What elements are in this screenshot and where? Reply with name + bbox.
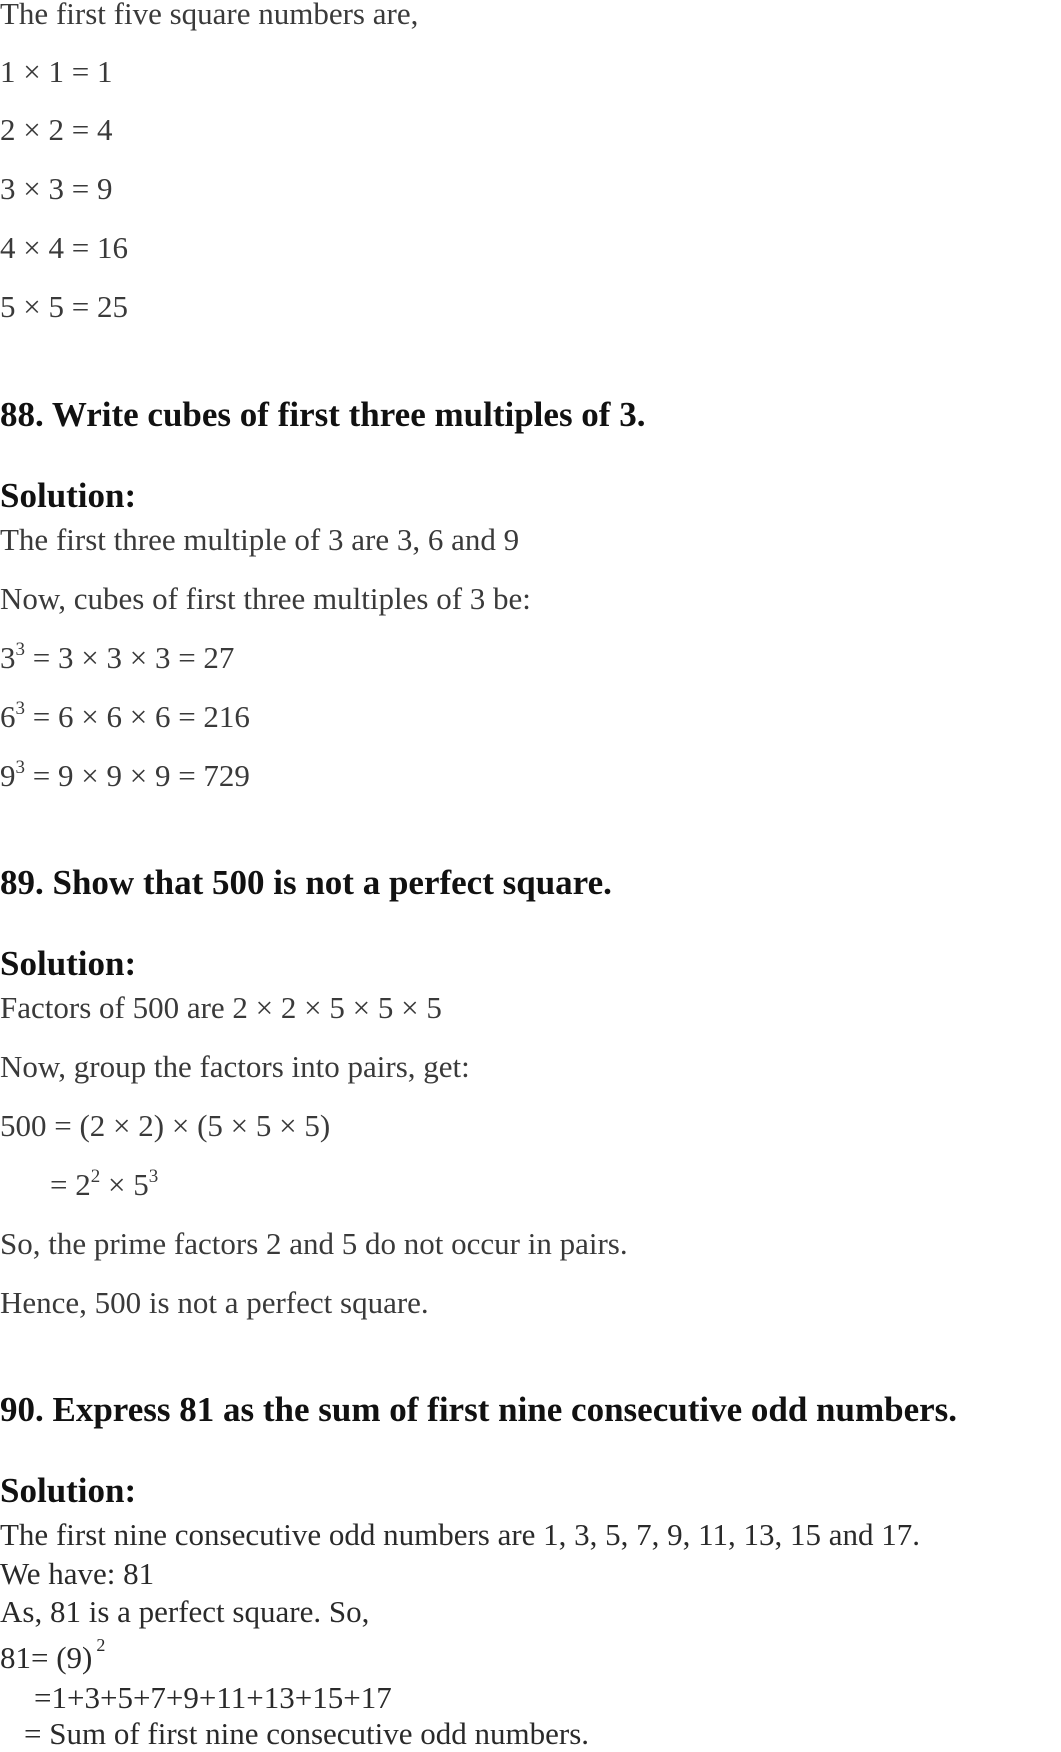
- q90-line: =1+3+5+7+9+11+13+15+17: [34, 1680, 392, 1715]
- square-line: 1 × 1 = 1: [0, 54, 113, 89]
- q90-line: = Sum of first nine consecutive odd numbers.: [24, 1716, 590, 1751]
- square-line: 2 × 2 = 4: [0, 112, 113, 147]
- square-line: 5 × 5 = 25: [0, 289, 128, 324]
- cube-line: $9^3 = 9 \times 9 \times 9 = 729$: [0, 757, 250, 793]
- question-90-title: 90. Express 81 as the sum of first nine consecutive odd numbers.: [0, 1390, 958, 1429]
- q89-line: Now, group the factors into pairs, get:: [0, 1049, 470, 1084]
- q88-line: Now, cubes of first three multiples of 3 be:: [0, 581, 531, 616]
- q88-line: The first three multiple of 3 are 3, 6 and 9: [0, 522, 520, 557]
- q90-line: 81= (9) $^2$: [0, 1635, 106, 1675]
- square-line: 4 × 4 = 16: [0, 230, 128, 265]
- cube-line: $3^3 = 3 \times 3 \times 3 = 27$: [0, 639, 235, 675]
- q90-line: The first nine consecutive odd numbers are 1, 3, 5, 7, 9, 11, 13, 15 and 17.: [0, 1517, 921, 1552]
- q90-line: We have: 81: [0, 1556, 155, 1591]
- question-89-title: 89. Show that 500 is not a perfect square.: [0, 863, 612, 902]
- question-88-solution-label: Solution:: [0, 476, 137, 515]
- q89-line: Hence, 500 is not a perfect square.: [0, 1285, 429, 1320]
- intro-lead: The first five square numbers are,: [0, 0, 419, 31]
- question-90-solution-label: Solution:: [0, 1471, 137, 1510]
- q90-line: As, 81 is a perfect square. So,: [0, 1594, 370, 1629]
- q89-line: 500 = (2 × 2) × (5 × 5 × 5): [0, 1108, 331, 1143]
- question-88-title: 88. Write cubes of first three multiples of 3.: [0, 395, 646, 434]
- square-line: 3 × 3 = 9: [0, 171, 113, 206]
- q89-line: So, the prime factors 2 and 5 do not occur in pairs.: [0, 1226, 628, 1261]
- q89-line: = $2^2 \times 5^3$: [50, 1166, 159, 1202]
- cube-line: $6^3 = 6 \times 6 \times 6 = 216$: [0, 698, 250, 734]
- question-89-solution-label: Solution:: [0, 944, 137, 983]
- q89-line: Factors of 500 are 2 × 2 × 5 × 5 × 5: [0, 990, 442, 1025]
